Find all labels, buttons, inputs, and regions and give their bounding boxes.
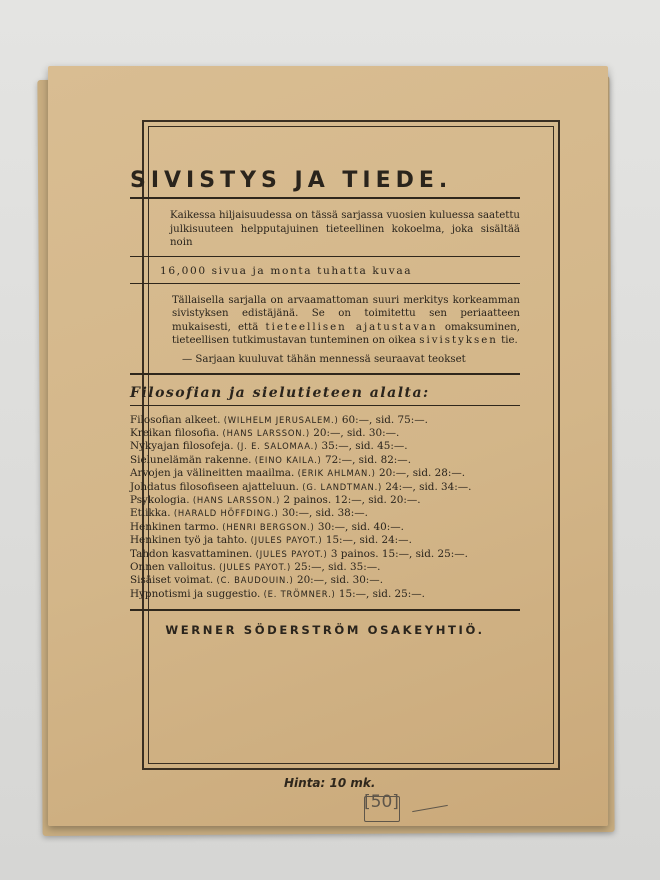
book-item xyxy=(130,561,520,574)
book-item xyxy=(130,467,520,480)
emphasis-text: sivistyksen xyxy=(419,335,498,346)
book-author: (HARALD HÖFFDING.) xyxy=(173,508,279,519)
book-title: Arvojen ja välineitten maailma. xyxy=(130,467,295,480)
series-note: — Sarjaan kuuluvat tähän mennessä seuraavat teokset xyxy=(182,353,466,365)
divider xyxy=(130,283,520,284)
book-price: 60:—, sid. 75:—. xyxy=(341,413,428,426)
divider xyxy=(130,609,520,611)
book-item xyxy=(130,440,520,453)
pencil-mark: [50] xyxy=(364,792,399,812)
book-list xyxy=(130,414,520,602)
cover-title: SIVISTYS JA TIEDE. xyxy=(130,168,453,193)
book-title: Filosofian alkeet. xyxy=(130,413,221,426)
book-price: 20:—, sid. 28:—. xyxy=(378,467,466,480)
book-author: (HENRI BERGSON.) xyxy=(222,521,315,532)
book-title: Henkinen tarmo. xyxy=(130,520,219,533)
book-author: (EINO KAILA.) xyxy=(254,454,322,465)
book-price: 20:—, sid. 30:—. xyxy=(296,574,384,587)
book-title: Johdatus filosofiseen ajatteluun. xyxy=(130,480,299,493)
book-author: (HANS LARSSON.) xyxy=(222,427,310,438)
description-text: Tällaisella sarjalla on arvaamattoman suuri merkitys korkeamman sivistyksen edistäjänä. Se on toimitettu sen periaatteen mukaisesti, että xyxy=(172,294,520,333)
description-text: omaksuminen, tieteellisen tutkimustavan tunteminen on oikea xyxy=(172,321,520,346)
book-author: (G. LANDTMAN.) xyxy=(302,481,383,492)
book-title: Sisäiset voimat. xyxy=(130,574,214,587)
book-item xyxy=(130,534,520,547)
book-author: (JULES PAYOT.) xyxy=(250,535,323,546)
book-title: Hypnotismi ja suggestio. xyxy=(130,587,261,600)
book-price: 15:—, sid. 24:—. xyxy=(325,534,412,547)
book-price: 20:—, sid. 30:—. xyxy=(313,426,400,439)
book-price: 2 painos. 12:—, sid. 20:—. xyxy=(283,493,421,506)
book-author: (C. BAUDOUIN.) xyxy=(216,575,294,586)
book-title: Kreikan filosofia. xyxy=(130,426,220,439)
book-title: Onnen valloitus. xyxy=(130,560,216,573)
book-author: (HANS LARSSON.) xyxy=(192,494,281,505)
divider xyxy=(130,373,520,375)
book-price: 30:—, sid. 38:—. xyxy=(281,507,368,520)
book-price: 30:—, sid. 40:—. xyxy=(317,520,404,533)
book-item xyxy=(130,521,520,534)
book-title: Tahdon kasvattaminen. xyxy=(130,547,253,560)
book-author: (JULES PAYOT.) xyxy=(255,548,328,559)
section-heading: Filosofian ja sielutieteen alalta: xyxy=(130,384,430,401)
pages-line: 16,000 sivua ja monta tuhatta kuvaa xyxy=(160,264,413,277)
intro-text: Kaikessa hiljaisuudessa on tässä sarjassa vuosien kuluessa saatettu julkisuuteen helpputajuinen tieteellinen kokoelma, joka sisältää noin xyxy=(170,210,520,248)
book-author: (E. TRÖMNER.) xyxy=(263,588,336,599)
book-price: 15:—, sid. 25:—. xyxy=(338,587,425,600)
book-author: (WILHELM JERUSALEM.) xyxy=(223,414,339,425)
series-description xyxy=(172,294,520,348)
book-item xyxy=(130,548,520,561)
price-label: Hinta: 10 mk. xyxy=(284,776,376,790)
book-title: Psykologia. xyxy=(130,493,190,506)
emphasis-text: tieteellisen ajatustavan xyxy=(265,321,438,333)
publisher-name: WERNER SÖDERSTRÖM OSAKEYHTIÖ. xyxy=(165,623,485,638)
book-item xyxy=(130,414,520,427)
book-item xyxy=(130,574,520,587)
book-item xyxy=(130,454,520,467)
book-author: (JULES PAYOT.) xyxy=(219,561,292,572)
cover-content xyxy=(130,168,520,637)
book-title: Henkinen työ ja tahto. xyxy=(130,534,248,547)
divider xyxy=(130,256,520,257)
book-author: (J. E. SALOMAA.) xyxy=(236,441,319,452)
book-item xyxy=(130,427,520,440)
book-item xyxy=(130,481,520,494)
book-price: 35:—, sid. 45:—. xyxy=(321,440,408,453)
title-rule xyxy=(130,197,520,199)
book-item xyxy=(130,588,520,601)
book-title: Nykyajan filosofeja. xyxy=(130,440,234,453)
book-price: 3 painos. 15:—, sid. 25:—. xyxy=(330,547,468,560)
description-text: tie. xyxy=(497,335,518,346)
book-title: Etiikka. xyxy=(130,507,171,520)
book-item xyxy=(130,494,520,507)
book-price: 25:—, sid. 35:—. xyxy=(294,560,381,573)
book-title: Sielunelämän rakenne. xyxy=(130,453,252,466)
book-price: 24:—, sid. 34:—. xyxy=(385,480,472,493)
book-author: (ERIK AHLMAN.) xyxy=(297,468,376,479)
book-item xyxy=(130,507,520,520)
book-price: 72:—, sid. 82:—. xyxy=(324,453,412,466)
divider xyxy=(130,405,520,406)
